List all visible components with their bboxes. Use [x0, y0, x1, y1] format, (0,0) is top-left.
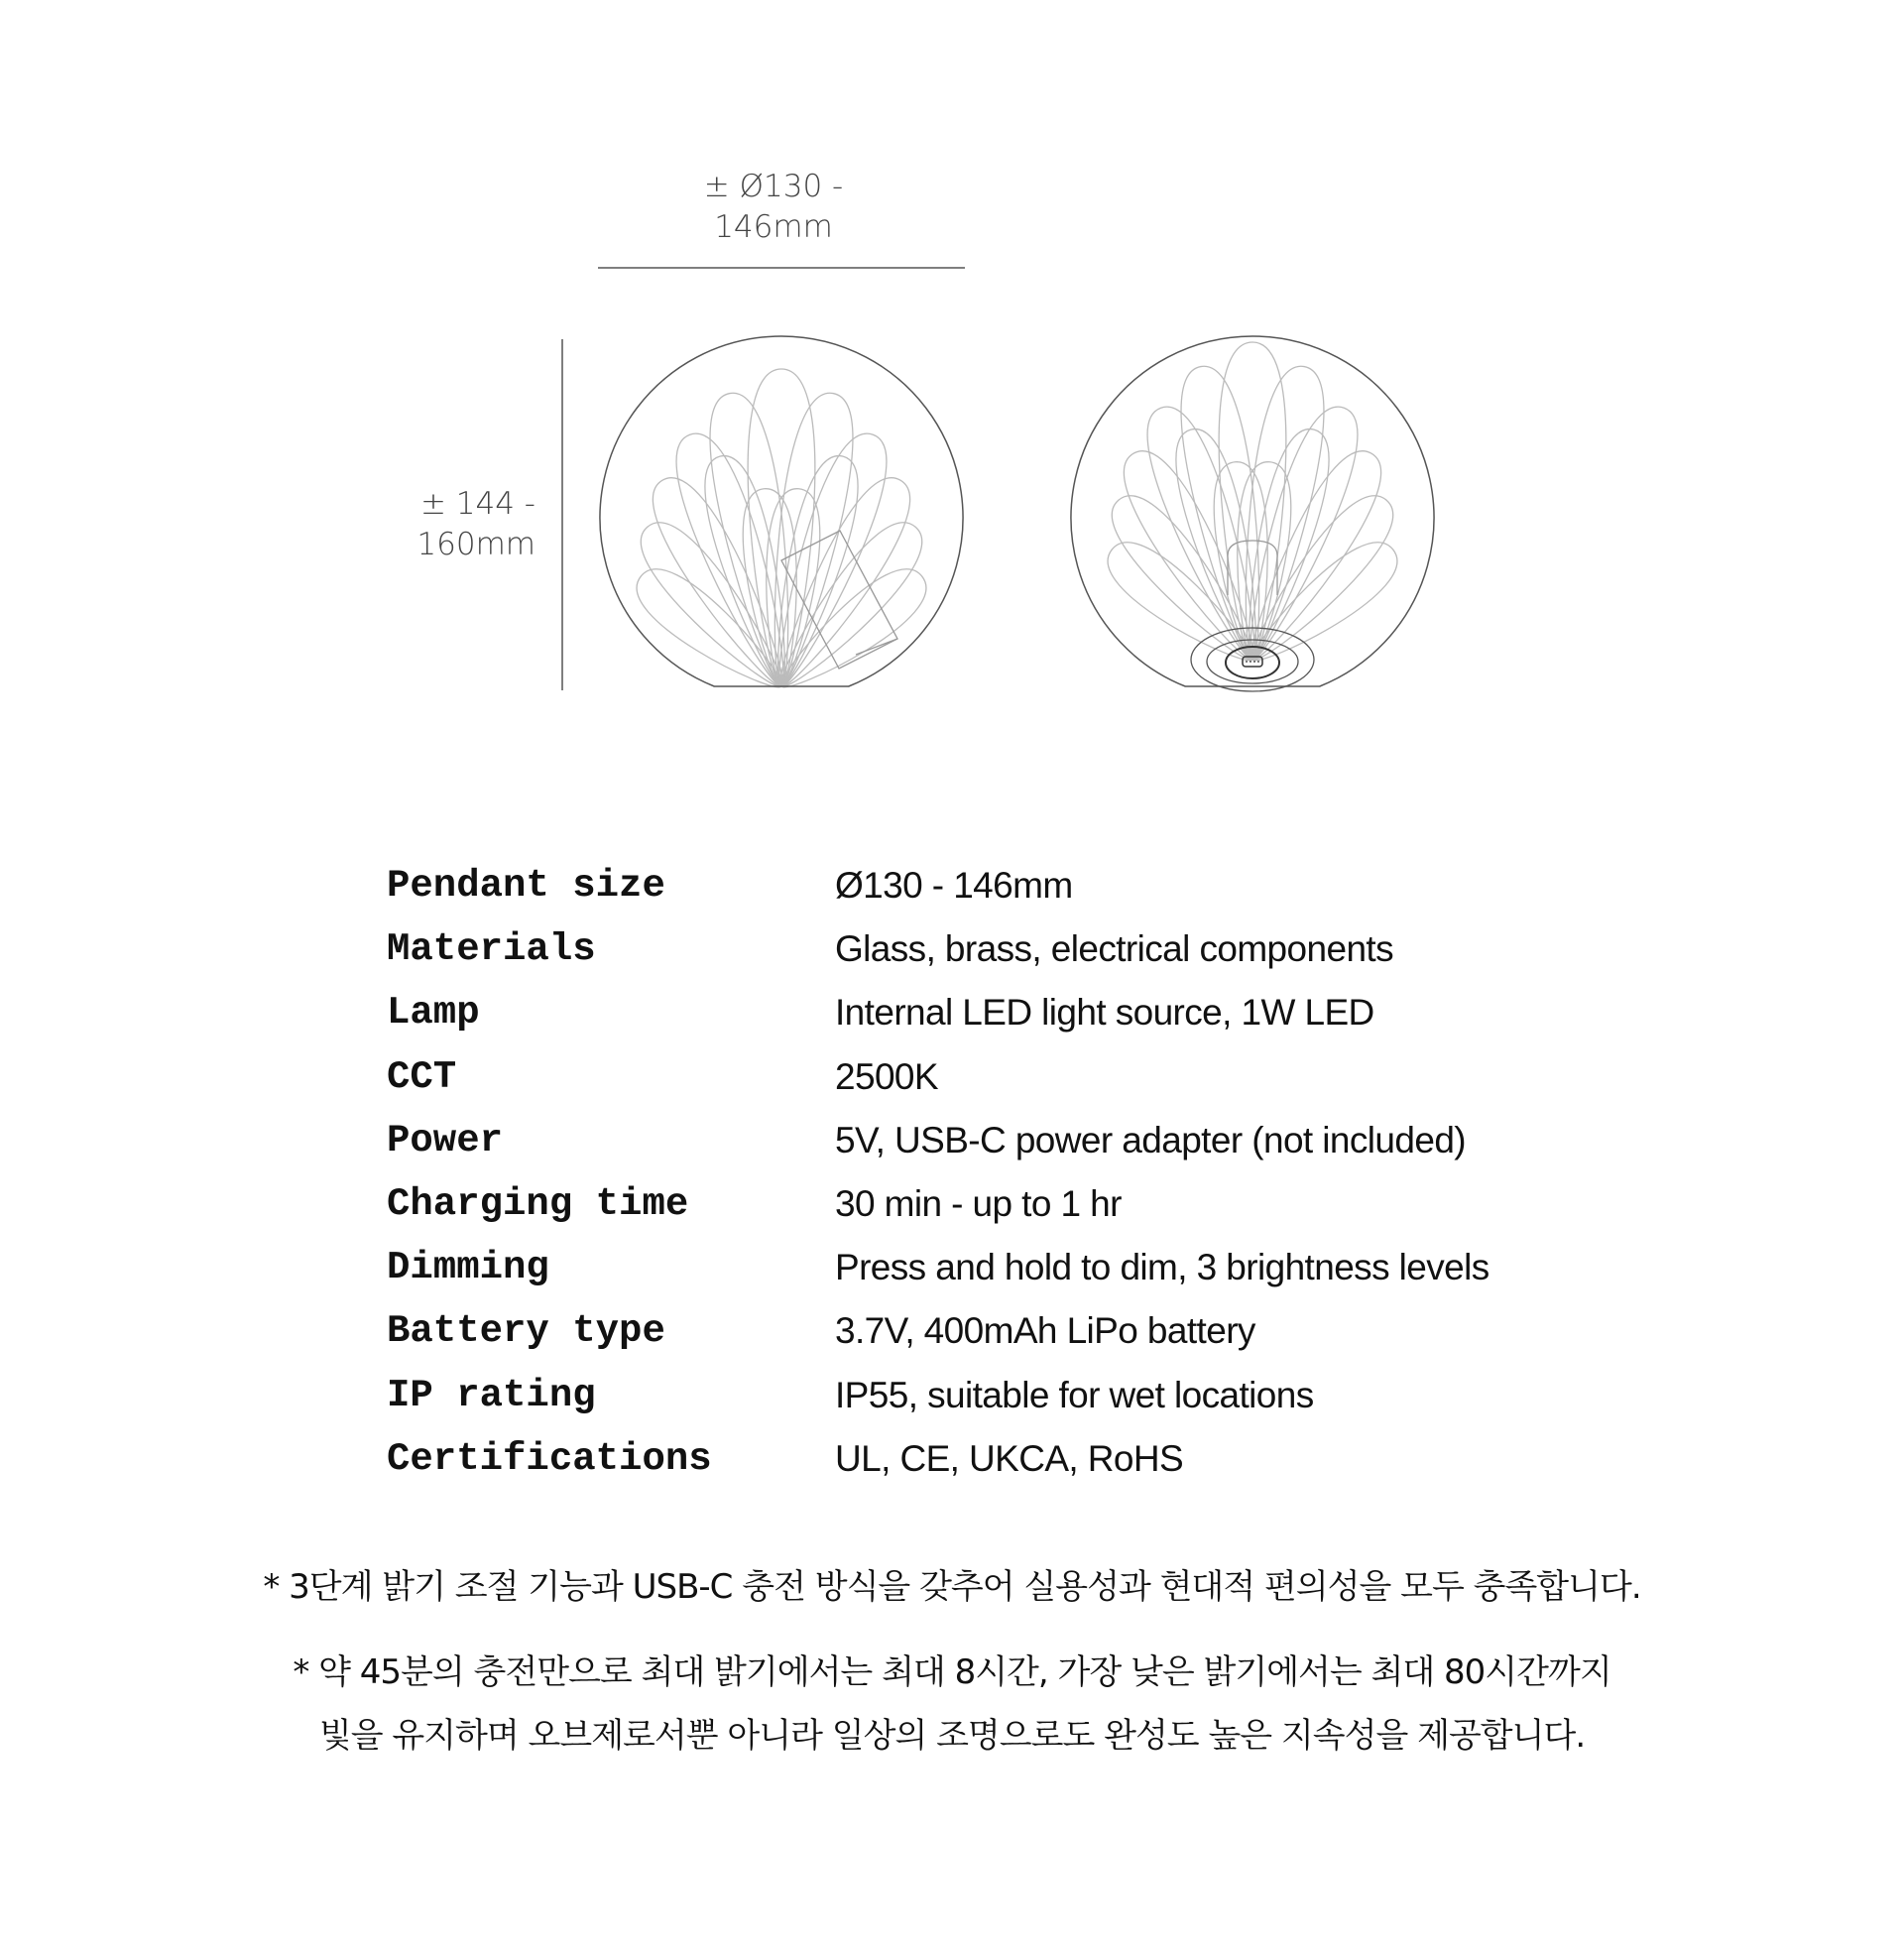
spec-label: Lamp — [387, 991, 480, 1036]
height-dimension-line1: ± 144 - — [419, 486, 536, 522]
spec-row-materials — [387, 917, 1577, 981]
note-brightness-usb-c: * 3단계 밝기 조절 기능과 USB-C 충전 방식을 갖추어 실용성과 현대적 편의성을 모두 충족합니다. — [263, 1567, 1641, 1607]
specifications-table — [387, 854, 1577, 1491]
right-petal-lines — [1108, 342, 1397, 661]
spec-value: 5V, USB-C power adapter (not included) — [835, 1119, 1467, 1160]
spec-label: CCT — [387, 1054, 457, 1099]
width-dimension-line2: 146mm — [714, 209, 833, 245]
spec-row-cct — [387, 1045, 1577, 1109]
spec-row-charging-time — [387, 1172, 1577, 1236]
spec-value: IP55, suitable for wet locations — [835, 1374, 1314, 1415]
spec-label: Materials — [387, 927, 596, 972]
spec-value: Ø130 - 146mm — [835, 865, 1073, 907]
spec-label: Pendant size — [387, 864, 665, 909]
bottom-view-drawing — [1071, 336, 1434, 691]
spec-value: UL, CE, UKCA, RoHS — [835, 1437, 1184, 1479]
spec-label: Dimming — [387, 1246, 549, 1290]
product-drawing — [0, 0, 1904, 754]
right-globe-outline — [1071, 336, 1434, 686]
spec-row-certifications — [387, 1427, 1577, 1491]
spec-row-pendant-size — [387, 854, 1577, 917]
spec-row-ip-rating — [387, 1364, 1577, 1427]
spec-row-power — [387, 1109, 1577, 1172]
usb-c-port-icon — [1191, 541, 1314, 691]
spec-label: Certifications — [387, 1436, 712, 1481]
spec-value: Press and hold to dim, 3 brightness levels — [835, 1247, 1489, 1288]
spec-value: Glass, brass, electrical components — [835, 928, 1394, 970]
left-petal-lines — [637, 369, 926, 687]
note-battery-life-line1: * 약 45분의 충전만으로 최대 밝기에서는 최대 8시간, 가장 낮은 밝기에서는 최대 80시간까지 — [293, 1652, 1611, 1692]
spec-value: 30 min - up to 1 hr — [835, 1183, 1122, 1225]
note-battery-life-line2: 빛을 유지하며 오브제로서뿐 아니라 일상의 조명으로도 완성도 높은 지속성을 제공합니다. — [318, 1716, 1586, 1756]
spec-row-lamp — [387, 981, 1577, 1044]
width-dimension-line1: ± Ø130 - — [703, 169, 844, 204]
spec-value: 2500K — [835, 1055, 938, 1097]
spec-label: IP rating — [387, 1373, 596, 1417]
spec-value: 3.7V, 400mAh LiPo battery — [835, 1310, 1255, 1352]
spec-row-dimming — [387, 1236, 1577, 1299]
spec-value: Internal LED light source, 1W LED — [835, 992, 1374, 1034]
height-dimension-line2: 160mm — [416, 527, 536, 562]
spec-label: Power — [387, 1118, 504, 1162]
spec-row-battery-type — [387, 1299, 1577, 1363]
spec-label: Battery type — [387, 1309, 665, 1354]
side-view-drawing — [600, 336, 963, 687]
spec-label: Charging time — [387, 1182, 689, 1227]
